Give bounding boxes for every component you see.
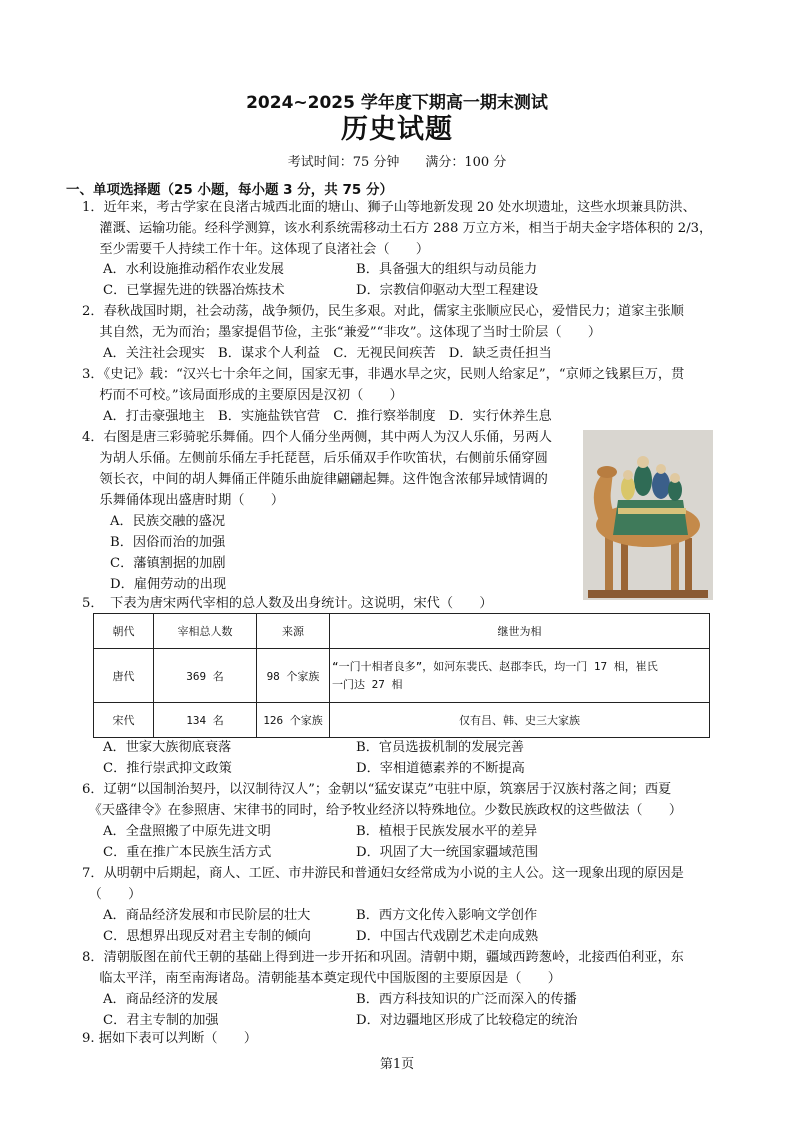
question-line: 2．春秋战国时期，社会动荡，战争频仍，民生多艰。对此，儒家主张顺应民心，爱惜民力；道家主张顺: [82, 304, 684, 319]
table-cell-line: 一门达 27 相: [332, 677, 403, 691]
option-a[interactable]: A．商品经济的发展: [103, 992, 219, 1007]
table-cell-line: “一门十相者良多”，如河东裴氏、赵郡李氏，均一门 17 相，崔氏: [332, 659, 658, 673]
option-c[interactable]: C．藩镇割据的加剧: [110, 556, 226, 571]
subject-title: 历史试题: [341, 114, 453, 145]
options-row[interactable]: A．关注社会现实 B．谋求个人利益 C．无视民间疾苦 D．缺乏责任担当: [103, 346, 552, 361]
option-b[interactable]: B．西方科技知识的广泛而深入的传播: [356, 992, 577, 1007]
question-line: 1．近年来，考古学家在良渚古城西北面的塘山、狮子山等地新发现 20 处水坝遗址，这些水坝兼具防洪、: [82, 200, 696, 215]
question-2: [82, 301, 722, 343]
question-line: 领长衣，中间的胡人舞俑正伴随乐曲旋律翩翩起舞。这件饱含浓郁异域情调的: [82, 472, 548, 487]
section-heading: 一、单项选择题（25 小题，每小题 3 分，共 75 分）: [66, 182, 393, 198]
question-3: [82, 364, 722, 406]
table-header: 继世为相: [330, 614, 710, 649]
table-header: 朝代: [94, 614, 154, 649]
question-line: 6．辽朝“以国制治契丹，以汉制待汉人”；金朝以“猛安谋克”屯驻中原，筑寨居于汉族村落之间；西夏: [82, 782, 672, 797]
question-line: 为胡人乐俑。左侧前乐俑左手托琵琶，后乐俑双手作吹笛状，右侧前乐俑穿圆: [82, 451, 548, 466]
question-5-stem: 5． 下表为唐宋两代宰相的总人数及出身统计。这说明，宋代（ ）: [82, 596, 493, 611]
option-c[interactable]: C．思想界出现反对君主专制的倾向: [103, 929, 311, 944]
option-d[interactable]: D．宗教信仰驱动大型工程建设: [356, 283, 539, 298]
table-cell: 98 个家族: [257, 649, 330, 703]
option-c[interactable]: C．君主专制的加强: [103, 1013, 219, 1028]
option-d[interactable]: D．雇佣劳动的出现: [110, 577, 227, 592]
option-b[interactable]: B．官员选拔机制的发展完善: [356, 740, 524, 755]
option-a[interactable]: A．水利设施推动稻作农业发展: [103, 262, 284, 277]
question-4: [82, 427, 552, 511]
table-cell: 宋代: [94, 703, 154, 738]
question-line: 3．《史记》载：“汉兴七十余年之间，国家无事，非遇水旱之灾，民则人给家足”，“京师之钱累巨万，贯: [82, 367, 685, 382]
question-line: 乐舞俑体现出盛唐时期（ ）: [82, 493, 285, 508]
options-row[interactable]: A．打击豪强地主 B．实施盐铁官营 C．推行察举制度 D．实行休养生息: [103, 409, 552, 424]
option-a[interactable]: A．全盘照搬了中原先进文明: [103, 824, 271, 839]
option-c[interactable]: C．重在推广本民族生活方式: [103, 845, 272, 860]
option-a[interactable]: A．世家大族彻底衰落: [103, 740, 232, 755]
option-a[interactable]: A．民族交融的盛况: [110, 514, 226, 529]
question-1: [82, 197, 722, 260]
tang-sancai-camel-figurine-image: [583, 430, 713, 600]
table-row: [94, 649, 710, 703]
table-header: 来源: [257, 614, 330, 649]
question-line: 临太平洋，南至南海诸岛。清朝能基本奠定现代中国版图的主要原因是（ ）: [82, 971, 561, 986]
option-d[interactable]: D．对边疆地区形成了比较稳定的统治: [356, 1013, 578, 1028]
table-cell: 369 名: [154, 649, 257, 703]
page-number: 第1页: [379, 1057, 415, 1072]
option-d[interactable]: D．宰相道德素养的不断提高: [356, 761, 525, 776]
table-cell: 唐代: [94, 649, 154, 703]
question-line: 朽而不可校。”该局面形成的主要原因是汉初（ ）: [82, 388, 403, 403]
question-line: 灌溉、运输功能。经科学测算，该水利系统需移动土石方 288 万立方米，相当于胡夫金字塔体积的 2/3，: [82, 221, 713, 236]
chancellor-table: [93, 613, 710, 738]
question-line: 其自然，无为而治；墨家提倡节俭，主张“兼爱”“非攻”。这体现了当时士阶层（ ）: [82, 325, 602, 340]
option-b[interactable]: B．西方文化传入影响文学创作: [356, 908, 538, 923]
question-9-stem: 9. 据如下表可以判断（ ）: [82, 1031, 258, 1046]
option-d[interactable]: D．中国古代戏剧艺术走向成熟: [356, 929, 539, 944]
table-cell: 134 名: [154, 703, 257, 738]
question-line: 《天盛律令》在参照唐、宋律书的同时，给予牧业经济以特殊地位。少数民族政权的这些做法（ ）: [82, 803, 683, 818]
table-cell: 仅有吕、韩、史三大家族: [330, 703, 710, 738]
question-line: 至少需要千人持续工作十年。这体现了良渚社会（ ）: [82, 242, 430, 257]
option-b[interactable]: B．因俗而治的加强: [110, 535, 226, 550]
table-header: 宰相总人数: [154, 614, 257, 649]
option-a[interactable]: A．商品经济发展和市民阶层的壮大: [103, 908, 311, 923]
option-b[interactable]: B．植根于民族发展水平的差异: [356, 824, 538, 839]
exam-info: 考试时间：75 分钟 满分：100 分: [287, 155, 507, 170]
question-8: [82, 947, 722, 989]
option-b[interactable]: B．具备强大的组织与动员能力: [356, 262, 538, 277]
question-line: 7．从明朝中后期起，商人、工匠、市井游民和普通妇女经常成为小说的主人公。这一现象出现的原因是: [82, 866, 684, 881]
question-6: [82, 779, 722, 821]
table-cell: 126 个家族: [257, 703, 330, 738]
table-cell: [330, 649, 710, 703]
question-7: [82, 863, 722, 905]
question-line: 4．右图是唐三彩骑驼乐舞俑。四个人俑分坐两侧，其中两人为汉人乐俑，另两人: [82, 430, 552, 445]
option-c[interactable]: C．已掌握先进的铁器冶炼技术: [103, 283, 285, 298]
question-line: （ ）: [82, 887, 142, 902]
exam-title: 2024~2025 学年度下期高一期末测试: [246, 93, 548, 113]
option-d[interactable]: D．巩固了大一统国家疆域范围: [356, 845, 539, 860]
table-row: [94, 703, 710, 738]
option-c[interactable]: C．推行崇武抑文政策: [103, 761, 232, 776]
question-line: 8．清朝版图在前代王朝的基础上得到进一步开拓和巩固。清朝中期，疆域西跨葱岭，北接西伯利亚，东: [82, 950, 684, 965]
table-header-row: [94, 614, 710, 649]
